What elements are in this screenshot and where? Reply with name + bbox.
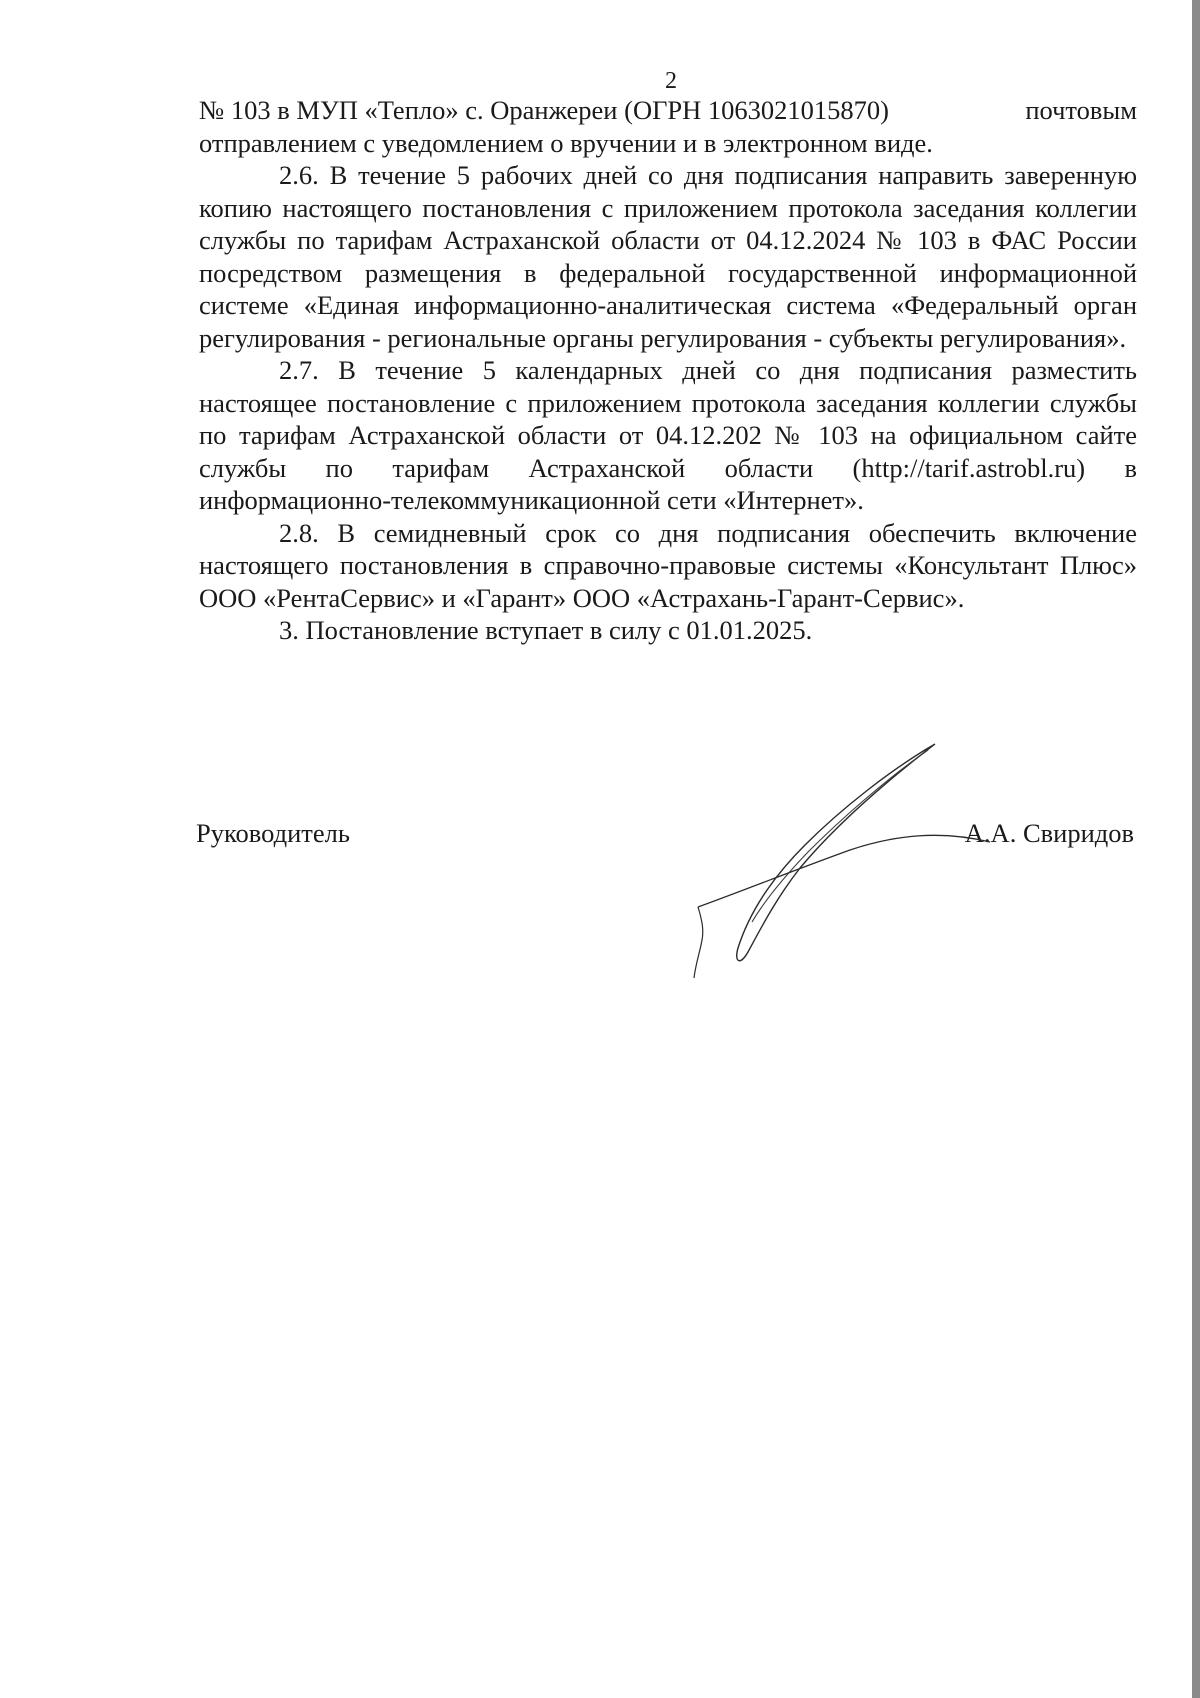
paragraph-first-line-left: № 103 в МУП «Тепло» с. Оранжереи (ОГРН 1063021015870) [199, 95, 889, 125]
page-number: 2 [665, 68, 677, 94]
handwritten-signature [690, 740, 1010, 980]
paragraph-continuation [199, 94, 1137, 159]
paragraph-2-7: 2.7. В течение 5 календарных дней со дня подписания разместить настоящее постановление с приложением протокола заседания коллегии службы по тарифам Астраханской области от 04.12.202 № 103 на официальном сайте службы по тарифам Астраханской области (http://tarif.astrobl.ru) в информационно-телекоммуникационной сети «Интернет». [199, 355, 1137, 515]
paragraph-first-line-right: почтовым [1025, 95, 1137, 125]
signature-stroke-hook [694, 907, 703, 978]
document-body [199, 94, 1137, 647]
page-edge [1192, 0, 1200, 1698]
signature-stroke-inner [752, 750, 928, 922]
paragraph-2-6: 2.6. В течение 5 рабочих дней со дня подписания направить заверенную копию настоящего постановления с приложением протокола заседания коллегии службы по тарифам Астраханской области от 04.12.2024 № 103 в ФАС России посредством размещения в федеральной государственной информационной системе «Единая информационно-аналитическая система «Федеральный орган регулирования - региональные органы регулирования - субъекты регулирования». [199, 160, 1137, 353]
paragraph-3: 3. Постановление вступает в силу с 01.01.2025. [279, 615, 813, 645]
paragraph-2-8: 2.8. В семидневный срок со дня подписания обеспечить включение настоящего постановления в справочно-правовые системы «Консультант Плюс» ООО «РентаСервис» и «Гарант» ООО «Астрахань-Гарант-Сервис». [199, 517, 1137, 613]
signature-stroke-cross [698, 835, 990, 907]
paragraph-last-line: отправлением с уведомлением о вручении и в электронном виде. [199, 127, 933, 158]
signer-title: Руководитель [196, 818, 350, 848]
signature-stroke-main [737, 744, 935, 961]
paragraph-first-line [199, 94, 1137, 127]
signer-name: А.А. Свиридов [964, 818, 1134, 848]
